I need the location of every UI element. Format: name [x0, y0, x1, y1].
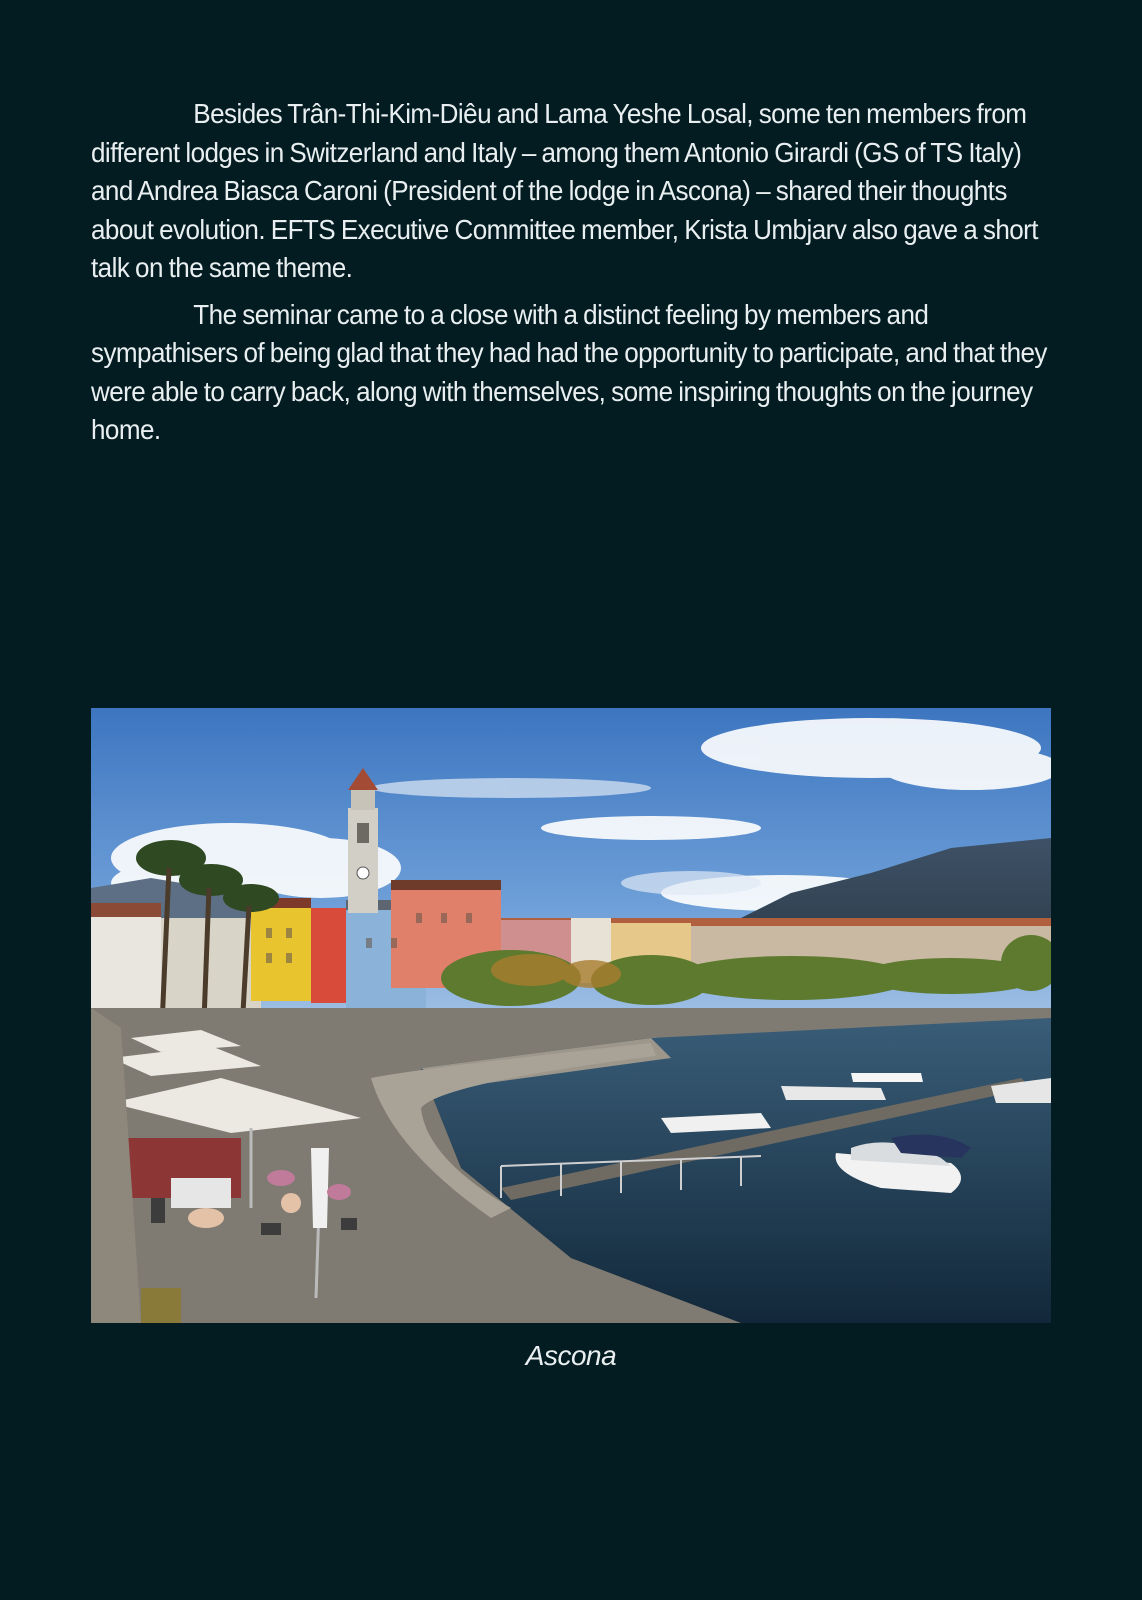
- photo-caption: Ascona: [525, 1340, 617, 1371]
- article-body: [91, 95, 1051, 458]
- ascona-photo: [91, 708, 1051, 1323]
- paragraph-2: The seminar came to a close with a distinct feeling by members and sympathisers of being glad that they had had the opportunity to participate, and that they were able to carry back, along with themselves, some inspiring thoughts on the journey home.: [91, 298, 1047, 445]
- paragraph-1: Besides Trân-Thi-Kim-Diêu and Lama Yeshe Losal, some ten members from different lodges in Switzerland and Italy – among them Antonio Girardi (GS of TS Italy) and Andrea Biasca Caroni (President of the lodge in Ascona) – shared their thoughts about evolution. EFTS Executive Committee member, Krista Umbjarv also gave a short talk on the same theme.: [91, 98, 1038, 283]
